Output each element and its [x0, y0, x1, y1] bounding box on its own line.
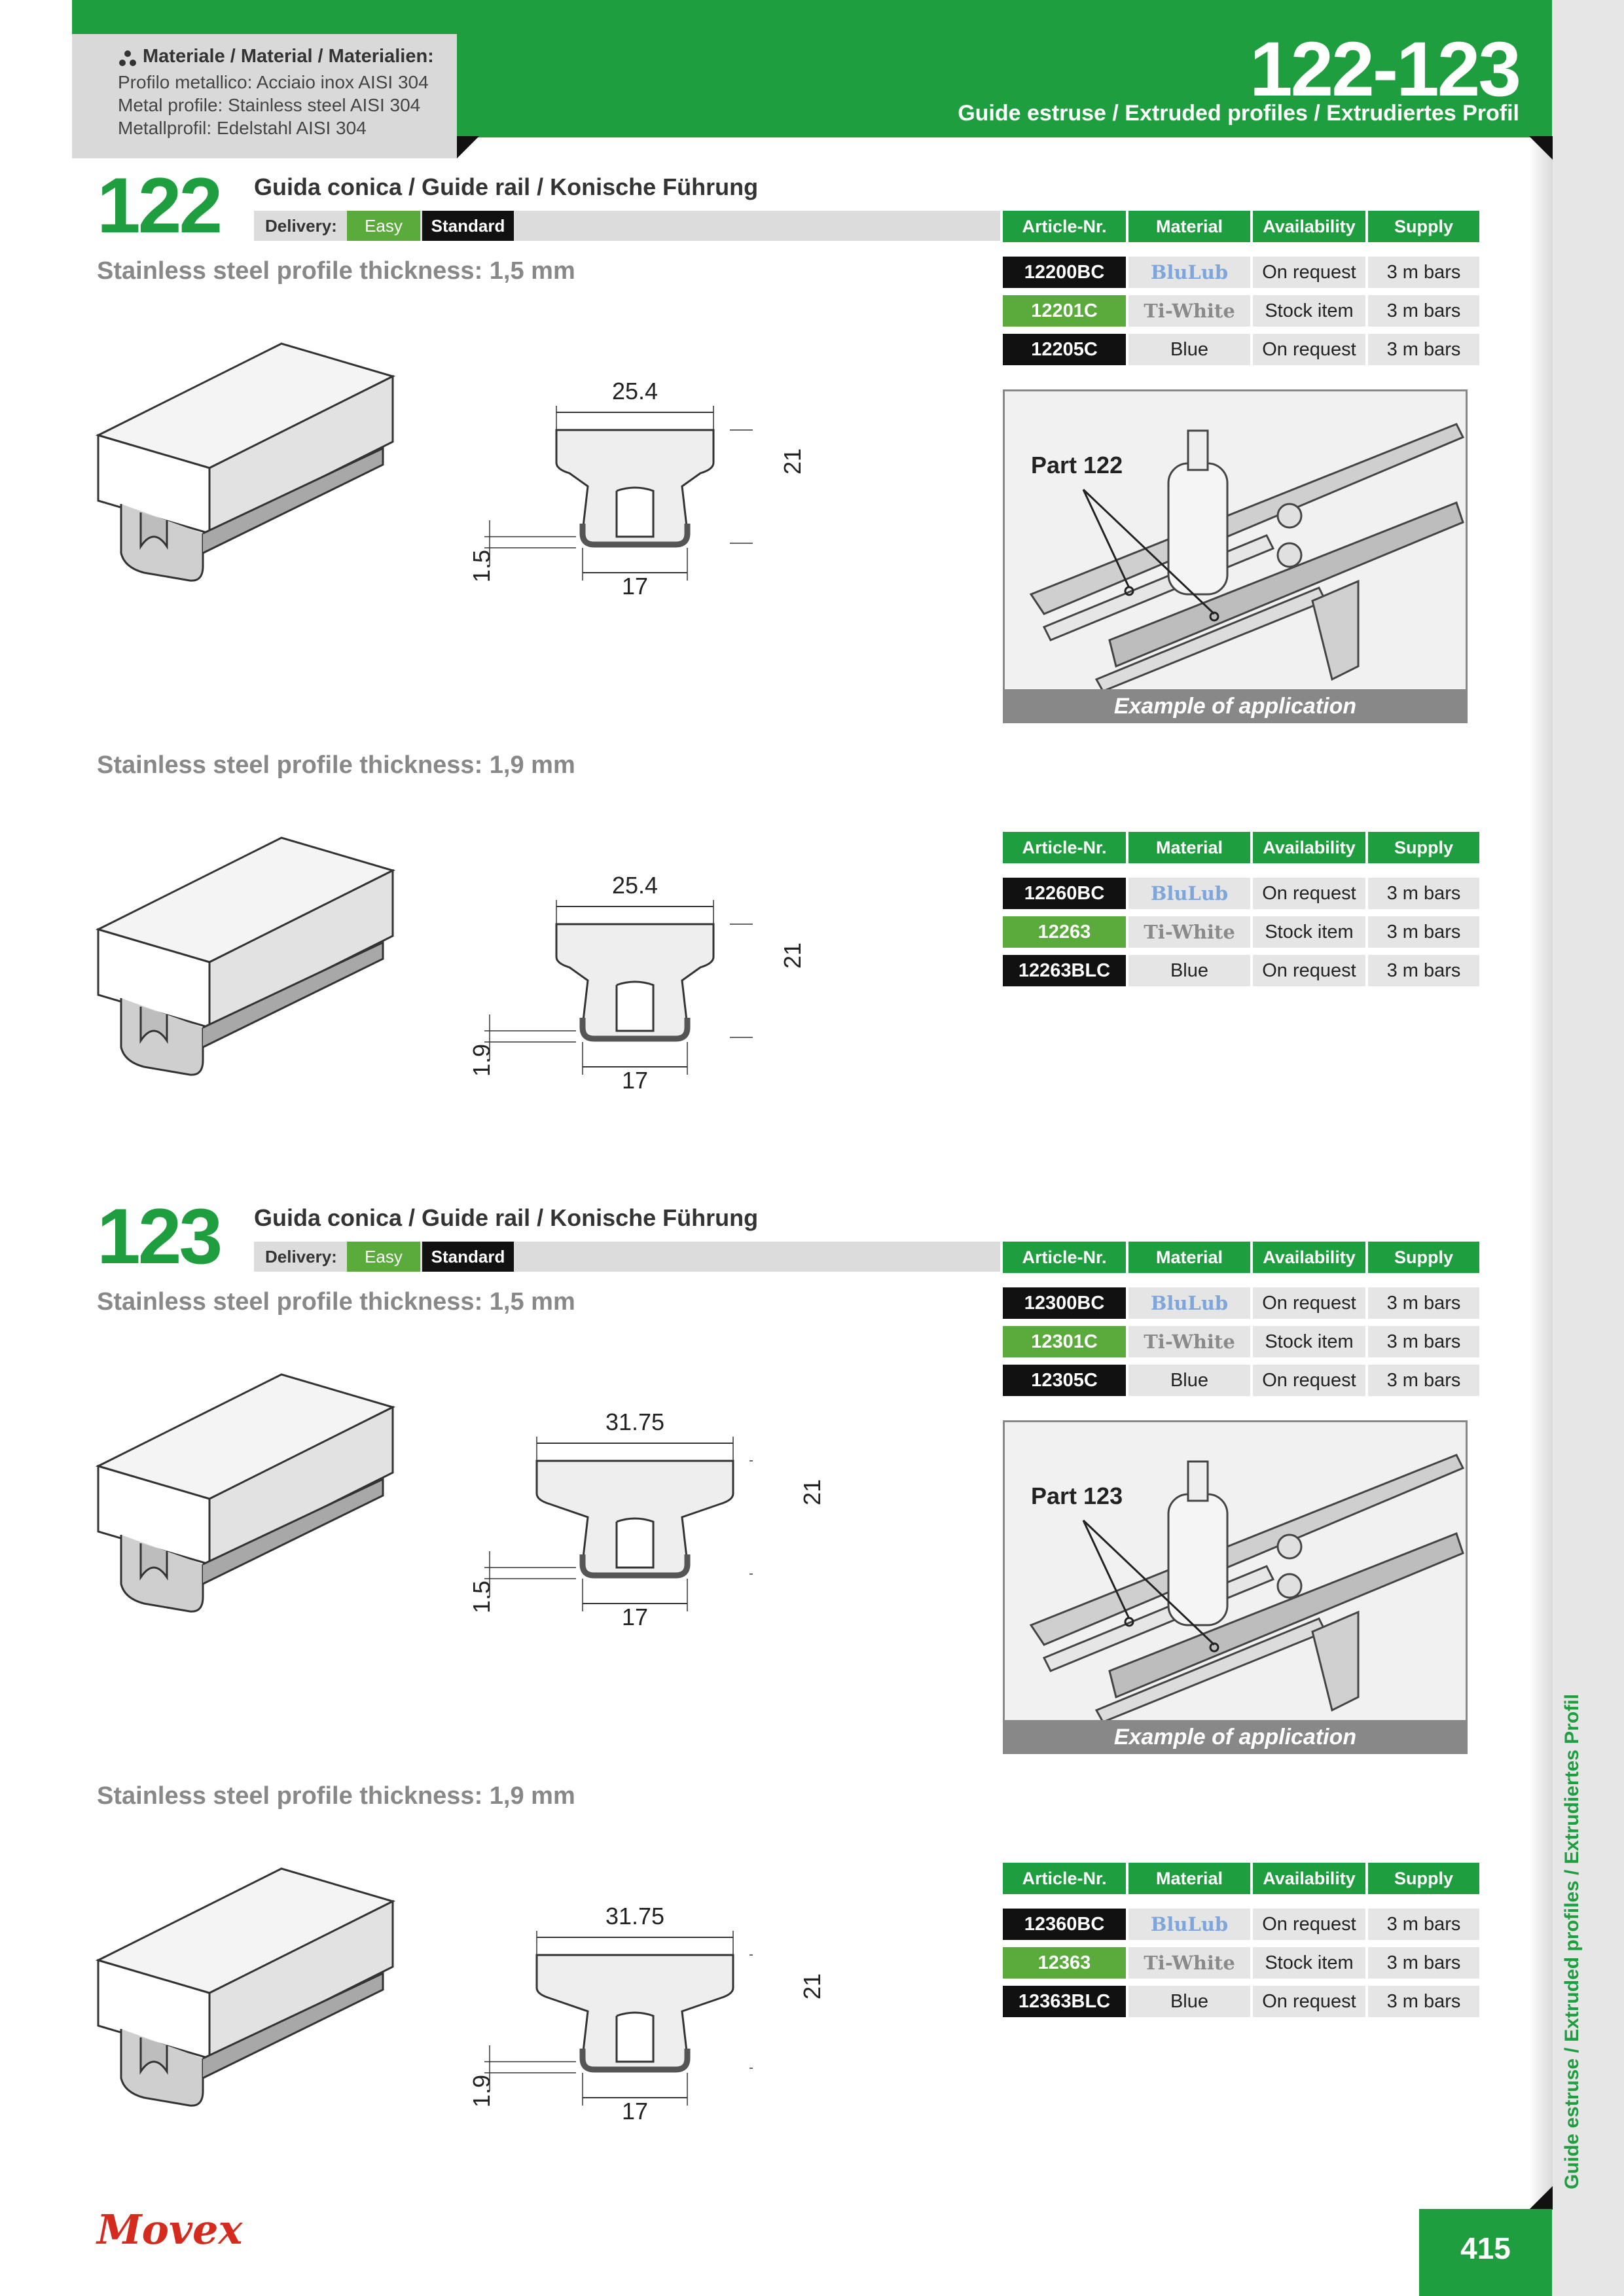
- product-range-title: 122-123: [1249, 26, 1519, 113]
- dim-width: 25.4: [611, 378, 659, 404]
- supply-cell: 3 m bars: [1368, 878, 1479, 909]
- profile-cross-section: [471, 1407, 753, 1623]
- application-sketch: [1005, 1422, 1466, 1722]
- availability-cell: Stock item: [1253, 1326, 1365, 1357]
- table-header-availability: Availability: [1253, 1242, 1365, 1273]
- profile-3d-view: [92, 337, 399, 586]
- article-number[interactable]: 12305C: [1003, 1365, 1126, 1396]
- dim-inner: 17: [621, 2098, 649, 2125]
- availability-cell: Stock item: [1253, 1947, 1365, 1979]
- table-header-supply: Supply: [1368, 211, 1479, 242]
- application-caption: Example of application: [1003, 1720, 1468, 1754]
- dim-height: 21: [799, 1479, 825, 1505]
- material-cell: Ti-White: [1128, 1326, 1250, 1357]
- article-number[interactable]: 12205C: [1003, 334, 1126, 365]
- table-header-availability: Availability: [1253, 832, 1365, 863]
- table-header-material: Material: [1128, 1242, 1250, 1273]
- table-header-articlenr: Article-Nr.: [1003, 1242, 1126, 1273]
- profile-3d-view: [92, 1862, 399, 2111]
- article-number[interactable]: 12301C: [1003, 1326, 1126, 1357]
- availability-cell: On request: [1253, 257, 1365, 288]
- availability-cell: On request: [1253, 1986, 1365, 2017]
- supply-cell: 3 m bars: [1368, 1365, 1479, 1396]
- dim-height: 21: [799, 1973, 825, 2000]
- article-number[interactable]: 12200BC: [1003, 257, 1126, 288]
- table-header-availability: Availability: [1253, 1863, 1365, 1894]
- page-number: 415: [1460, 2231, 1511, 2265]
- table-header-material: Material: [1128, 211, 1250, 242]
- thickness-label: Stainless steel profile thickness: 1,5 mm: [97, 257, 575, 285]
- article-number[interactable]: 12263: [1003, 916, 1126, 948]
- dim-inner: 17: [621, 573, 649, 600]
- table-header-availability: Availability: [1253, 211, 1365, 242]
- availability-cell: On request: [1253, 1365, 1365, 1396]
- dim-height: 21: [779, 448, 806, 475]
- material-cell: Ti-White: [1128, 295, 1250, 327]
- material-cell: Blue: [1128, 955, 1250, 986]
- table-header-supply: Supply: [1368, 832, 1479, 863]
- header-corner: [1529, 136, 1553, 160]
- material-line-3: Metallprofil: Edelstahl AISI 304: [118, 118, 367, 138]
- article-number[interactable]: 12363: [1003, 1947, 1126, 1979]
- material-cell: Blue: [1128, 1365, 1250, 1396]
- application-image: [1003, 1420, 1468, 1724]
- availability-cell: On request: [1253, 334, 1365, 365]
- dim-inner: 17: [621, 1604, 649, 1630]
- profile-cross-section: [471, 870, 753, 1086]
- supply-cell: 3 m bars: [1368, 1326, 1479, 1357]
- material-cell: BluLub: [1128, 1287, 1250, 1319]
- delivery-easy-badge[interactable]: Easy: [347, 1242, 420, 1272]
- availability-cell: On request: [1253, 955, 1365, 986]
- header-subtitle: Guide estruse / Extruded profiles / Extrudiertes Profil: [958, 101, 1519, 126]
- profile-3d-view: [92, 1368, 399, 1617]
- table-header-supply: Supply: [1368, 1863, 1479, 1894]
- article-number[interactable]: 12363BLC: [1003, 1986, 1126, 2017]
- supply-cell: 3 m bars: [1368, 1287, 1479, 1319]
- availability-cell: Stock item: [1253, 916, 1365, 948]
- availability-cell: On request: [1253, 878, 1365, 909]
- material-cell: Blue: [1128, 1986, 1250, 2017]
- delivery-label: Delivery:: [265, 1247, 337, 1266]
- material-cell: BluLub: [1128, 257, 1250, 288]
- thickness-label: Stainless steel profile thickness: 1,5 mm: [97, 1288, 575, 1316]
- material-heading: Materiale / Material / Materialien:: [143, 46, 434, 67]
- delivery-standard-badge[interactable]: Standard: [422, 1242, 514, 1272]
- dim-width: 25.4: [611, 872, 659, 899]
- thickness-label: Stainless steel profile thickness: 1,9 mm: [97, 751, 575, 779]
- material-cell: Blue: [1128, 334, 1250, 365]
- supply-cell: 3 m bars: [1368, 1947, 1479, 1979]
- section-title: Guida conica / Guide rail / Konische Führung: [254, 1204, 759, 1231]
- supply-cell: 3 m bars: [1368, 1986, 1479, 2017]
- availability-cell: On request: [1253, 1909, 1365, 1940]
- profile-cross-section: [471, 1901, 753, 2117]
- delivery-label: Delivery:: [265, 216, 337, 236]
- side-shade: [1529, 137, 1553, 2209]
- table-header-supply: Supply: [1368, 1242, 1479, 1273]
- application-image: [1003, 389, 1468, 693]
- material-cell: Ti-White: [1128, 916, 1250, 948]
- table-header-articlenr: Article-Nr.: [1003, 211, 1126, 242]
- movex-logo: Movex: [97, 2206, 243, 2253]
- supply-cell: 3 m bars: [1368, 295, 1479, 327]
- material-icon: [118, 48, 137, 68]
- material-cell: BluLub: [1128, 878, 1250, 909]
- material-line-2: Metal profile: Stainless steel AISI 304: [118, 95, 421, 115]
- application-caption: Example of application: [1003, 689, 1468, 723]
- dim-width: 31.75: [605, 1408, 665, 1435]
- side-label: Guide estruse / Extruded profiles / Extrudiertes Profil: [1561, 1694, 1583, 2189]
- article-number[interactable]: 12360BC: [1003, 1909, 1126, 1940]
- article-number[interactable]: 12263BLC: [1003, 955, 1126, 986]
- article-number[interactable]: 12260BC: [1003, 878, 1126, 909]
- part-label: Part 122: [1031, 452, 1123, 478]
- page-corner: [1529, 2186, 1553, 2210]
- dim-inner: 17: [621, 1067, 649, 1094]
- profile-3d-view: [92, 831, 399, 1080]
- supply-cell: 3 m bars: [1368, 916, 1479, 948]
- section-number: 122: [97, 162, 221, 249]
- dim-height: 21: [779, 942, 806, 969]
- delivery-standard-badge[interactable]: Standard: [422, 211, 514, 241]
- section-title: Guida conica / Guide rail / Konische Führung: [254, 173, 759, 200]
- profile-cross-section: [471, 376, 753, 592]
- dim-thickness: 1.9: [468, 1043, 495, 1077]
- material-box-corner: [457, 136, 479, 158]
- material-line-1: Profilo metallico: Acciaio inox AISI 304: [118, 72, 429, 92]
- table-header-articlenr: Article-Nr.: [1003, 1863, 1126, 1894]
- dim-thickness: 1.5: [468, 549, 495, 583]
- part-label: Part 123: [1031, 1482, 1123, 1509]
- table-header-material: Material: [1128, 832, 1250, 863]
- supply-cell: 3 m bars: [1368, 257, 1479, 288]
- supply-cell: 3 m bars: [1368, 955, 1479, 986]
- thickness-label: Stainless steel profile thickness: 1,9 mm: [97, 1782, 575, 1810]
- availability-cell: Stock item: [1253, 295, 1365, 327]
- dim-thickness: 1.9: [468, 2074, 495, 2108]
- table-header-articlenr: Article-Nr.: [1003, 832, 1126, 863]
- material-cell: Ti-White: [1128, 1947, 1250, 1979]
- delivery-easy-badge[interactable]: Easy: [347, 211, 420, 241]
- availability-cell: On request: [1253, 1287, 1365, 1319]
- application-sketch: [1005, 391, 1466, 691]
- supply-cell: 3 m bars: [1368, 334, 1479, 365]
- article-number[interactable]: 12300BC: [1003, 1287, 1126, 1319]
- material-cell: BluLub: [1128, 1909, 1250, 1940]
- section-number: 123: [97, 1193, 221, 1280]
- dim-thickness: 1.5: [468, 1580, 495, 1613]
- article-number[interactable]: 12201C: [1003, 295, 1126, 327]
- supply-cell: 3 m bars: [1368, 1909, 1479, 1940]
- dim-width: 31.75: [605, 1903, 665, 1929]
- table-header-material: Material: [1128, 1863, 1250, 1894]
